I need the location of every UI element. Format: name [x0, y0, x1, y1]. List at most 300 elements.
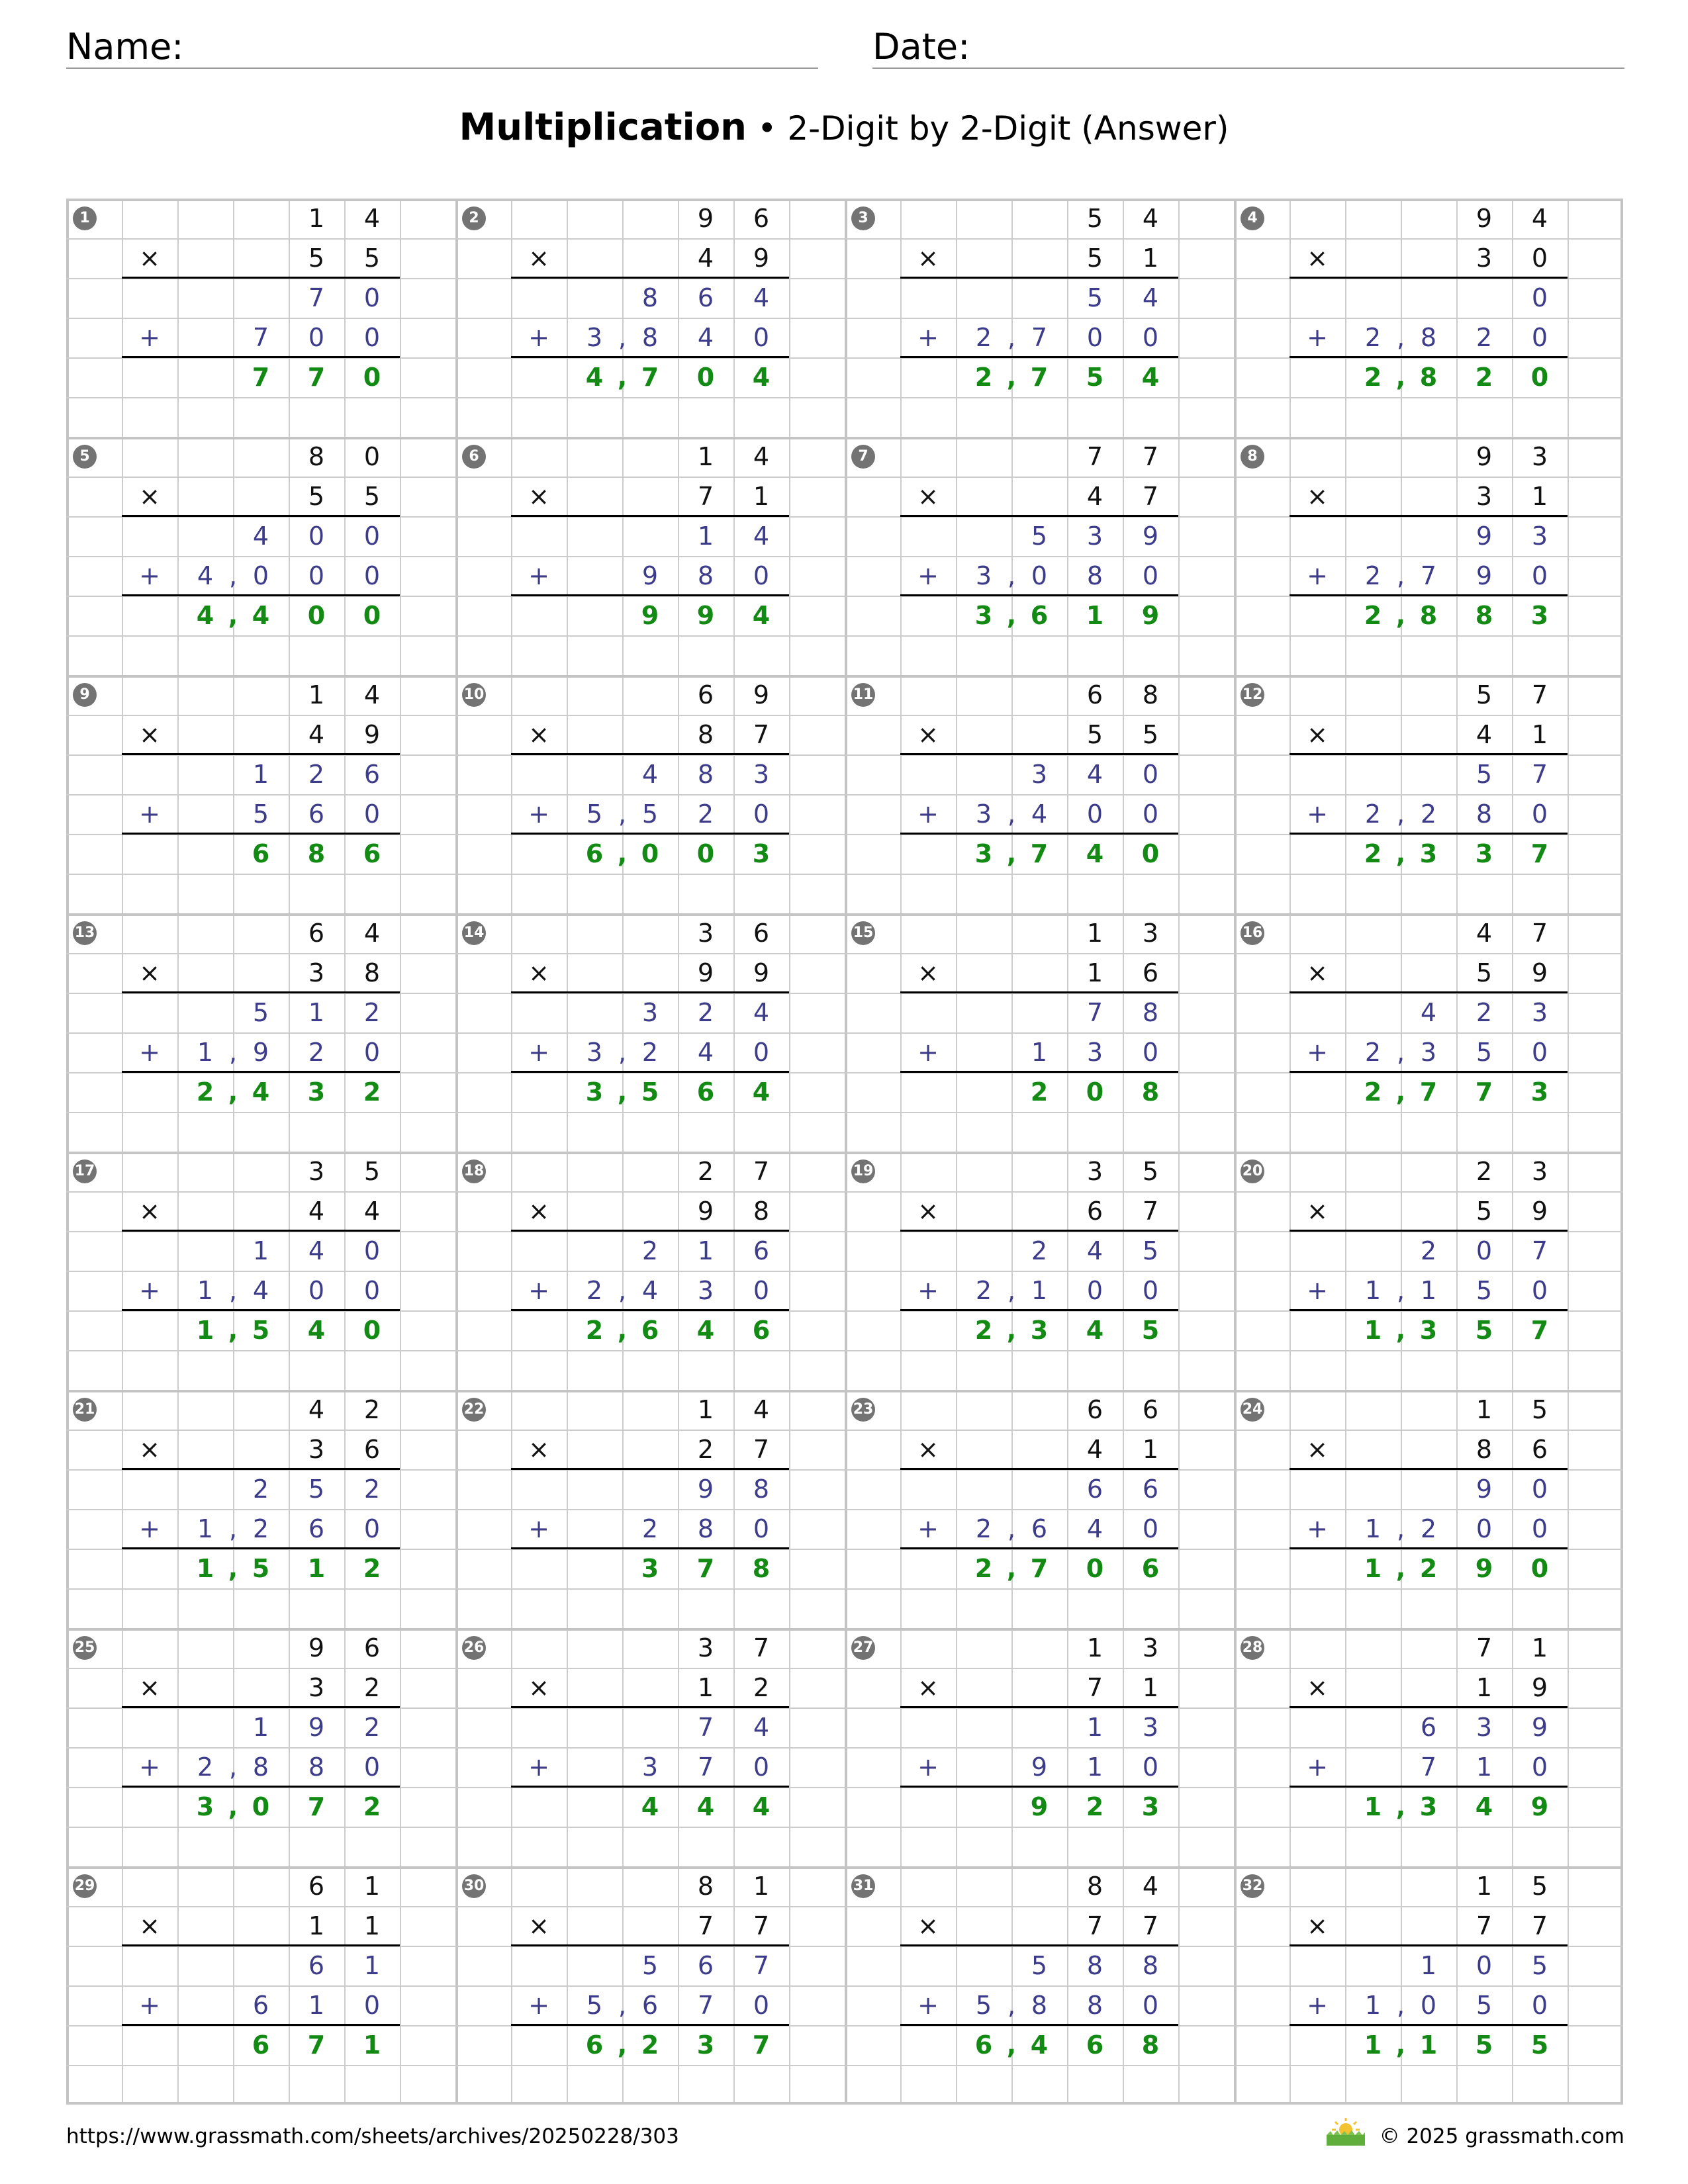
partial-product-1-digit: [1011, 1469, 1067, 1509]
partial-product-2-digit: 7: [697, 1752, 714, 1782]
partial-product-2-digit: 5: [586, 799, 603, 829]
partial-product-2-digit: 0: [753, 1276, 770, 1305]
partial-product-1-digit: 5: [1531, 1951, 1548, 1980]
multiplier-digit: 1: [1142, 1435, 1159, 1464]
answer-comma: ,: [228, 601, 238, 630]
name-field[interactable]: [66, 26, 818, 69]
thousands-comma: ,: [1396, 1038, 1405, 1067]
answer-digit: 1: [1364, 1792, 1382, 1821]
partial-product-1-digit: 4: [753, 998, 770, 1027]
partial-product-1-digit: 2: [252, 1475, 269, 1504]
answer-digit: 0: [1086, 1077, 1104, 1107]
partial-product-2-digit: 2: [1364, 799, 1382, 829]
partial-product-2-digit: 8: [1476, 799, 1493, 829]
multiplier-digit: 9: [697, 958, 714, 987]
grid-hline: [66, 2102, 1623, 2105]
multiplicand-digit: 3: [1531, 442, 1548, 471]
multiplier-digit: 1: [308, 1911, 325, 1940]
problem-number-badge: 2: [462, 206, 486, 230]
partial-product-2-digit: 6: [641, 1991, 659, 2020]
multiplier-digit: 6: [1086, 1197, 1103, 1226]
answer-digit: 0: [363, 1316, 381, 1345]
multiplier-digit: 9: [1531, 1673, 1548, 1702]
problem-number-badge: 24: [1241, 1398, 1264, 1422]
answer-digit: 4: [752, 1792, 771, 1821]
multiplier-digit: 8: [753, 1197, 770, 1226]
partial-product-2-digit: 0: [363, 1038, 381, 1067]
answer-digit: 5: [252, 1316, 270, 1345]
partial-product-2-digit: 2: [975, 1514, 992, 1543]
partial-product-1-digit: 8: [1142, 1951, 1159, 1980]
multiplicand-digit: 1: [1476, 1872, 1493, 1901]
partial-product-1-digit: 0: [363, 522, 381, 551]
partial-product-1-digit: 7: [308, 283, 325, 312]
grid-hline: [66, 1827, 1623, 1828]
multiplicand-digit: 3: [308, 1157, 325, 1186]
partial-product-2-digit: 5: [252, 799, 269, 829]
plus-sign: +: [1307, 1991, 1328, 2020]
multiplicand-digit: 1: [1086, 919, 1103, 948]
answer-digit: 3: [641, 1554, 659, 1583]
plus-sign: +: [139, 1038, 160, 1067]
multiplier-digit: 5: [1086, 244, 1103, 273]
partial-product-1-digit: [233, 1946, 289, 1985]
multiplier-digit: 3: [1476, 244, 1493, 273]
partial-product-2-digit: 3: [975, 799, 992, 829]
partial-product-1-digit: 3: [1142, 1713, 1159, 1742]
plus-sign: +: [139, 1276, 160, 1305]
thousands-comma: ,: [1396, 323, 1405, 352]
answer-digit: 0: [696, 363, 715, 392]
answer-digit: 2: [585, 1316, 604, 1345]
answer-digit: 1: [363, 2030, 381, 2060]
partial-product-2-digit: 9: [1476, 561, 1493, 590]
answer-digit: 1: [1086, 601, 1104, 630]
answer-digit: 2: [1419, 1554, 1438, 1583]
partial-product-2-digit: 0: [753, 1514, 770, 1543]
partial-product-1-digit: 5: [308, 1475, 325, 1504]
plus-sign: +: [139, 323, 160, 352]
partial-product-2-digit: 2: [1420, 799, 1437, 829]
answer-digit: 3: [1419, 1316, 1438, 1345]
thousands-comma: ,: [618, 1276, 627, 1305]
multiplier-digit: 3: [308, 1435, 325, 1464]
multiplicand-digit: 1: [1476, 1395, 1493, 1424]
answer-digit: 6: [696, 1077, 715, 1107]
partial-product-2-digit: 0: [1086, 1276, 1103, 1305]
plus-sign: +: [528, 1752, 549, 1782]
answer-digit: 7: [1419, 1077, 1438, 1107]
thousands-comma: ,: [1007, 799, 1016, 829]
thousands-comma: ,: [1396, 1276, 1405, 1305]
times-sign: ×: [1307, 958, 1328, 987]
answer-digit: 7: [1030, 1554, 1049, 1583]
partial-product-1-digit: 4: [753, 1713, 770, 1742]
grid-hline: [66, 874, 1623, 875]
partial-product-2-digit: 0: [363, 561, 381, 590]
multiplier-digit: 4: [1086, 482, 1103, 511]
partial-product-1-digit: 9: [1531, 1713, 1548, 1742]
plus-sign: +: [1307, 323, 1328, 352]
grid-hline: [66, 1350, 1623, 1351]
thousands-comma: ,: [228, 1514, 238, 1543]
answer-digit: 5: [1530, 2030, 1549, 2060]
plus-sign: +: [528, 799, 549, 829]
partial-product-2-digit: 2: [975, 1276, 992, 1305]
answer-comma: ,: [1006, 839, 1017, 868]
answer-digit: 7: [1530, 839, 1549, 868]
multiplier-digit: 1: [1531, 482, 1548, 511]
partial-product-1-digit: 3: [1031, 760, 1048, 789]
answer-comma: ,: [617, 2030, 628, 2060]
multiplicand-digit: 7: [753, 1157, 770, 1186]
multiplicand-digit: 6: [753, 919, 770, 948]
answer-digit: 8: [1141, 2030, 1160, 2060]
multiplicand-digit: 0: [363, 442, 381, 471]
partial-product-1-digit: 1: [252, 1713, 269, 1742]
partial-product-2-digit: 6: [308, 1514, 325, 1543]
plus-sign: +: [528, 1038, 549, 1067]
answer-digit: 5: [1086, 363, 1104, 392]
multiplicand-digit: 7: [1142, 442, 1159, 471]
problem-number-badge: 10: [462, 683, 486, 707]
partial-product-2-digit: 3: [697, 1276, 714, 1305]
thousands-comma: ,: [1007, 561, 1016, 590]
answer-digit: 6: [1030, 601, 1049, 630]
problem-number-badge: 3: [851, 206, 875, 230]
multiplicand-digit: 4: [363, 919, 381, 948]
answer-digit: 1: [1364, 1554, 1382, 1583]
partial-product-2-digit: 0: [1476, 1514, 1493, 1543]
answer-digit: 6: [252, 2030, 270, 2060]
partial-product-1-digit: 9: [308, 1713, 325, 1742]
answer-comma: ,: [1006, 1554, 1017, 1583]
partial-product-2-digit: 1: [197, 1514, 214, 1543]
partial-product-1-digit: 6: [1086, 1475, 1103, 1504]
answer-comma: ,: [228, 1554, 238, 1583]
multiplicand-digit: 1: [308, 204, 325, 233]
partial-product-2-digit: [1345, 1747, 1401, 1787]
problem-number-badge: 11: [851, 683, 875, 707]
answer-digit: 2: [974, 1316, 993, 1345]
partial-product-2-digit: 8: [1031, 1991, 1048, 2020]
partial-product-2-digit: 7: [1420, 561, 1437, 590]
problem-number-badge: 31: [851, 1874, 875, 1898]
partial-product-1-digit: 3: [1476, 1713, 1493, 1742]
partial-product-2-digit: 5: [586, 1991, 603, 2020]
multiplier-digit: 1: [753, 482, 770, 511]
multiplier-digit: 5: [1142, 720, 1159, 749]
plus-sign: +: [917, 1038, 939, 1067]
problem-number-badge: 5: [73, 445, 97, 469]
partial-product-2-digit: 6: [1031, 1514, 1048, 1543]
partial-product-1-digit: 6: [363, 760, 381, 789]
name-label: Name:: [66, 26, 184, 68]
partial-product-1-digit: 3: [753, 760, 770, 789]
partial-product-2-digit: 2: [641, 1038, 659, 1067]
partial-product-2-digit: 5: [1476, 1276, 1493, 1305]
partial-product-1-digit: 0: [363, 283, 381, 312]
answer-digit: 3: [696, 2030, 715, 2060]
partial-product-2-digit: [567, 1509, 622, 1549]
partial-product-2-digit: 0: [363, 1991, 381, 2020]
answer-digit: 8: [1419, 601, 1438, 630]
answer-digit: 5: [641, 1077, 659, 1107]
multiplier-digit: 5: [308, 482, 325, 511]
answer-digit: 2: [1030, 1077, 1049, 1107]
answer-digit: 2: [974, 363, 993, 392]
partial-product-1-digit: 1: [697, 522, 714, 551]
answer-digit: [567, 1549, 622, 1588]
answer-digit: 1: [1419, 2030, 1438, 2060]
multiplier-digit: 5: [1476, 1197, 1493, 1226]
partial-product-1-digit: 7: [1531, 1236, 1548, 1265]
partial-product-2-digit: 3: [586, 323, 603, 352]
answer-digit: 0: [1086, 1554, 1104, 1583]
answer-digit: [956, 1787, 1011, 1827]
answer-digit: 9: [1141, 601, 1160, 630]
multiplier-digit: 1: [1142, 244, 1159, 273]
answer-digit: 0: [1530, 363, 1549, 392]
answer-digit: [177, 834, 233, 874]
multiplicand-digit: 6: [308, 1872, 325, 1901]
plus-sign: +: [139, 561, 160, 590]
answer-digit: [956, 1072, 1011, 1112]
partial-product-2-digit: 1: [1364, 1276, 1382, 1305]
answer-digit: 2: [1086, 1792, 1104, 1821]
date-field[interactable]: [872, 26, 1624, 69]
grid-hline: [66, 397, 1623, 398]
multiplier-digit: 4: [1476, 720, 1493, 749]
multiplier-digit: 5: [1476, 958, 1493, 987]
partial-product-2-digit: 8: [252, 1752, 269, 1782]
partial-product-2-digit: 2: [252, 1514, 269, 1543]
partial-product-1-digit: 6: [308, 1951, 325, 1980]
partial-product-2-digit: 5: [641, 799, 659, 829]
answer-comma: ,: [1395, 363, 1406, 392]
partial-product-2-digit: 2: [697, 799, 714, 829]
answer-digit: 3: [1530, 601, 1549, 630]
multiplier-digit: 1: [697, 1673, 714, 1702]
thousands-comma: ,: [1007, 1514, 1016, 1543]
grid-hline: [66, 1112, 1623, 1113]
multiplicand-digit: 1: [1531, 1633, 1548, 1662]
partial-product-1-digit: 6: [1142, 1475, 1159, 1504]
answer-digit: 6: [1086, 2030, 1104, 2060]
thousands-comma: ,: [1396, 799, 1405, 829]
answer-digit: 0: [1141, 839, 1160, 868]
partial-product-2-digit: 1: [197, 1276, 214, 1305]
multiplicand-digit: 6: [697, 680, 714, 709]
times-sign: ×: [139, 1911, 160, 1940]
thousands-comma: ,: [618, 323, 627, 352]
partial-product-1-digit: [622, 1707, 678, 1747]
partial-product-2-digit: 3: [586, 1038, 603, 1067]
answer-digit: 4: [752, 363, 771, 392]
times-sign: ×: [139, 244, 160, 273]
partial-product-2-digit: [956, 1747, 1011, 1787]
answer-digit: 1: [307, 1554, 326, 1583]
partial-product-2-digit: 1: [1364, 1514, 1382, 1543]
partial-product-2-digit: 0: [753, 799, 770, 829]
multiplicand-digit: 3: [697, 919, 714, 948]
problem-number-badge: 30: [462, 1874, 486, 1898]
multiplicand-digit: 7: [1086, 442, 1103, 471]
answer-digit: 4: [1086, 839, 1104, 868]
thousands-comma: ,: [1396, 1991, 1405, 2020]
multiplicand-digit: 2: [697, 1157, 714, 1186]
problem-number-badge: 19: [851, 1160, 875, 1183]
partial-product-2-digit: 2: [308, 1038, 325, 1067]
partial-product-1-digit: 5: [1031, 522, 1048, 551]
date-label: Date:: [872, 26, 970, 68]
answer-digit: 3: [585, 1077, 604, 1107]
answer-digit: 9: [641, 601, 659, 630]
partial-product-1-digit: [1011, 1707, 1067, 1747]
multiplier-digit: 6: [363, 1435, 381, 1464]
plus-sign: +: [528, 561, 549, 590]
problem-number-badge: 28: [1241, 1636, 1264, 1660]
plus-sign: +: [1307, 1276, 1328, 1305]
partial-product-1-digit: 0: [1476, 1951, 1493, 1980]
multiplier-digit: 7: [1476, 1911, 1493, 1940]
plus-sign: +: [528, 1276, 549, 1305]
partial-product-2-digit: 2: [197, 1752, 214, 1782]
multiplier-digit: 3: [308, 958, 325, 987]
partial-product-2-digit: 0: [363, 323, 381, 352]
multiplicand-digit: 9: [1476, 442, 1493, 471]
plus-sign: +: [1307, 561, 1328, 590]
answer-digit: 7: [252, 363, 270, 392]
partial-product-2-digit: 1: [1086, 1752, 1103, 1782]
multiplicand-digit: 1: [1086, 1633, 1103, 1662]
multiplier-digit: 5: [363, 244, 381, 273]
partial-product-2-digit: 8: [697, 561, 714, 590]
partial-product-1-digit: 1: [308, 998, 325, 1027]
times-sign: ×: [917, 1673, 939, 1702]
answer-digit: 2: [363, 1792, 381, 1821]
answer-comma: ,: [617, 1077, 628, 1107]
partial-product-2-digit: 0: [1142, 323, 1159, 352]
partial-product-1-digit: [622, 516, 678, 556]
answer-digit: 4: [752, 1077, 771, 1107]
partial-product-2-digit: 9: [252, 1038, 269, 1067]
partial-product-2-digit: 0: [308, 1276, 325, 1305]
answer-digit: 4: [252, 1077, 270, 1107]
multiplicand-digit: 9: [753, 680, 770, 709]
partial-product-1-digit: 5: [641, 1951, 659, 1980]
plus-sign: +: [917, 799, 939, 829]
answer-digit: 0: [363, 363, 381, 392]
partial-product-2-digit: 4: [641, 1276, 659, 1305]
partial-product-1-digit: [1011, 278, 1067, 318]
multiplicand-digit: 5: [363, 1157, 381, 1186]
partial-product-1-digit: 2: [1476, 998, 1493, 1027]
partial-product-1-digit: 2: [363, 998, 381, 1027]
partial-product-2-digit: 9: [641, 561, 659, 590]
partial-product-1-digit: 2: [308, 760, 325, 789]
thousands-comma: ,: [228, 1038, 238, 1067]
plus-sign: +: [139, 1991, 160, 2020]
answer-digit: 9: [1475, 1554, 1493, 1583]
times-sign: ×: [528, 1673, 549, 1702]
multiplicand-digit: 4: [1142, 1872, 1159, 1901]
times-sign: ×: [1307, 1197, 1328, 1226]
multiplier-digit: 7: [753, 1911, 770, 1940]
partial-product-2-digit: 8: [308, 1752, 325, 1782]
answer-digit: 1: [196, 1554, 214, 1583]
partial-product-2-digit: 7: [697, 1991, 714, 2020]
partial-product-2-digit: [567, 556, 622, 596]
multiplicand-digit: 4: [753, 442, 770, 471]
partial-product-2-digit: 0: [308, 323, 325, 352]
answer-digit: 3: [196, 1792, 214, 1821]
partial-product-2-digit: 2: [586, 1276, 603, 1305]
partial-product-1-digit: [233, 278, 289, 318]
plus-sign: +: [139, 799, 160, 829]
answer-digit: 5: [252, 1554, 270, 1583]
multiplier-digit: 4: [308, 720, 325, 749]
partial-product-2-digit: 4: [1086, 1514, 1103, 1543]
problem-number-badge: 18: [462, 1160, 486, 1183]
partial-product-2-digit: 2: [641, 1514, 659, 1543]
partial-product-2-digit: 2: [1476, 323, 1493, 352]
answer-digit: [567, 596, 622, 635]
partial-product-2-digit: 1: [197, 1038, 214, 1067]
problem-number-badge: 4: [1241, 206, 1264, 230]
answer-digit: 4: [252, 601, 270, 630]
partial-product-2-digit: 8: [1086, 1991, 1103, 2020]
multiplicand-digit: 6: [308, 919, 325, 948]
answer-digit: 2: [363, 1077, 381, 1107]
partial-product-2-digit: 8: [1086, 561, 1103, 590]
multiplicand-digit: 5: [1531, 1395, 1548, 1424]
partial-product-1-digit: 7: [697, 1713, 714, 1742]
partial-product-2-digit: 0: [1142, 1276, 1159, 1305]
partial-product-2-digit: 3: [1086, 1038, 1103, 1067]
multiplicand-digit: 3: [1142, 919, 1159, 948]
partial-product-2-digit: 0: [1142, 1514, 1159, 1543]
times-sign: ×: [917, 1435, 939, 1464]
thousands-comma: ,: [618, 1991, 627, 2020]
times-sign: ×: [528, 1911, 549, 1940]
answer-digit: 2: [641, 2030, 659, 2060]
partial-product-2-digit: 0: [1031, 561, 1048, 590]
answer-digit: 3: [752, 839, 771, 868]
grid-hline: [66, 2065, 1623, 2066]
answer-digit: 2: [196, 1077, 214, 1107]
answer-digit: 3: [1419, 1792, 1438, 1821]
answer-comma: ,: [228, 1077, 238, 1107]
multiplicand-digit: 4: [1476, 919, 1493, 948]
partial-product-2-digit: 1: [1420, 1276, 1437, 1305]
multiplicand-digit: 8: [1086, 1872, 1103, 1901]
partial-product-1-digit: 5: [1476, 760, 1493, 789]
partial-product-1-digit: 4: [641, 760, 659, 789]
multiplier-digit: 1: [1531, 720, 1548, 749]
multiplicand-digit: 5: [1476, 680, 1493, 709]
multiplicand-digit: 7: [753, 1633, 770, 1662]
answer-digit: 4: [585, 363, 604, 392]
answer-digit: 3: [1419, 839, 1438, 868]
multiplier-digit: 2: [753, 1673, 770, 1702]
multiplicand-digit: 6: [1086, 680, 1103, 709]
partial-product-2-digit: 0: [363, 1752, 381, 1782]
plus-sign: +: [917, 323, 939, 352]
partial-product-2-digit: 7: [1420, 1752, 1437, 1782]
multiplicand-digit: 6: [753, 204, 770, 233]
answer-comma: ,: [617, 839, 628, 868]
